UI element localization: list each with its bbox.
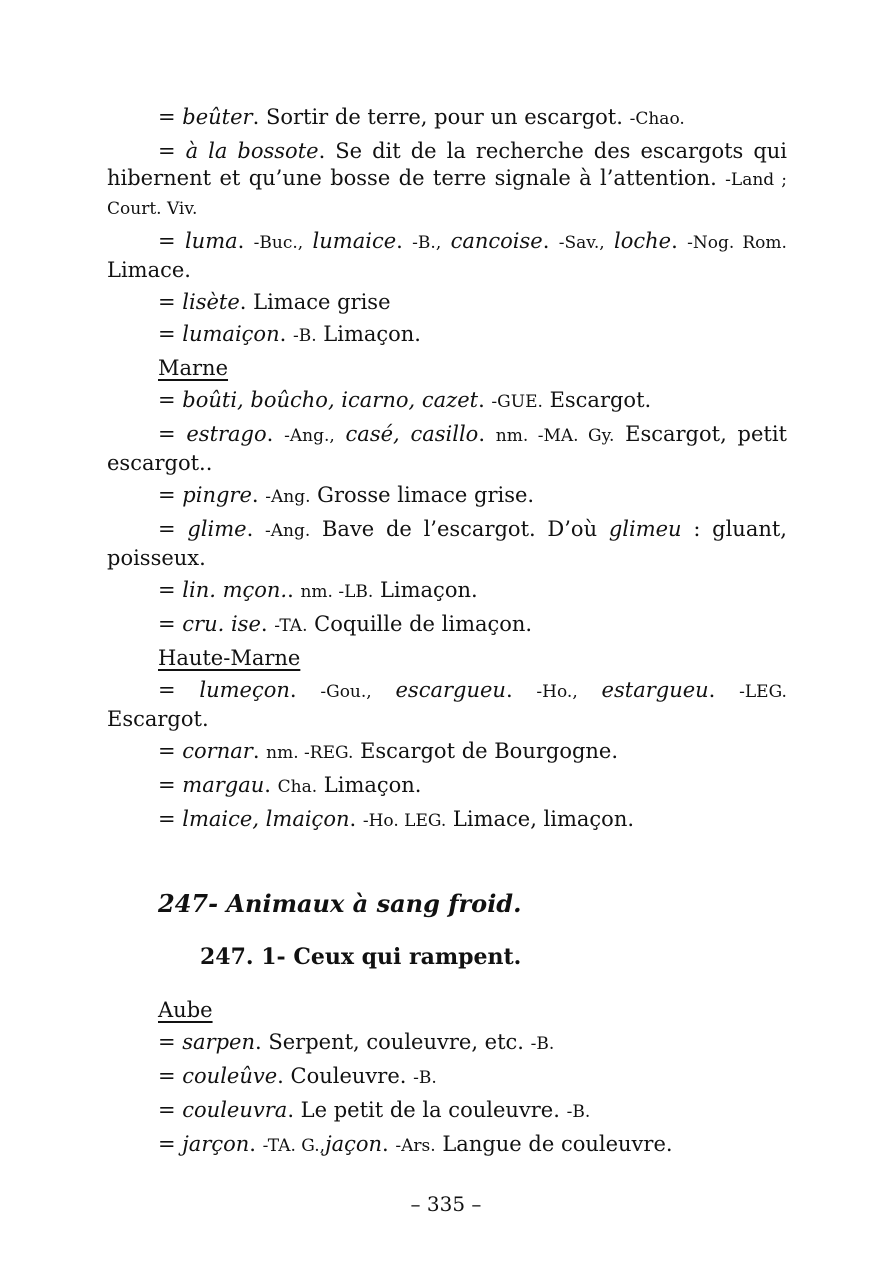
entry-lmaice: = lmaice, lmaiçon. -Ho. LEG. Limace, limaçon.	[158, 807, 635, 831]
entry-cruise: = cru. ise. -TA. Coquille de limaçon.	[158, 612, 533, 636]
text-fragment: .	[279, 322, 293, 346]
text-fragment: -Gou.,	[320, 682, 372, 702]
text-fragment: couleûve	[182, 1064, 278, 1088]
region-heading-marne: Marne	[158, 356, 229, 380]
entry-beuter: = beûter. Sortir de terre, pour un escargot. -Chao.	[158, 105, 685, 129]
text-fragment: nm. -REG.	[266, 743, 354, 763]
text-fragment: : gluant, poisseux.	[107, 517, 787, 570]
text-fragment: -Ho.,	[536, 682, 578, 702]
entry-bouti: = boûti, boûcho, icarno, cazet. -GUE. Escargot.	[158, 388, 652, 412]
text-fragment: jaçon	[325, 1132, 383, 1156]
text-fragment: nm. -LB.	[300, 582, 374, 602]
text-fragment: . Le petit de la couleuvre.	[287, 1098, 567, 1122]
text-fragment: .	[246, 517, 265, 541]
text-fragment: -LEG.	[739, 682, 787, 702]
text-fragment: estargueu	[601, 678, 709, 702]
text-fragment: -Ang.,	[284, 426, 335, 446]
entry-couleuve: = couleûve. Couleuvre. -B.	[158, 1064, 437, 1088]
text-fragment: couleuvra	[182, 1098, 288, 1122]
text-fragment: .	[671, 229, 688, 253]
text-fragment: Bave de l’escargot. D’où	[310, 517, 609, 541]
text-fragment: . Serpent, couleuvre, etc.	[255, 1030, 531, 1054]
entry-pingre: = pingre. -Ang. Grosse limace grise.	[158, 483, 535, 507]
text-fragment: luma	[184, 229, 238, 253]
text-fragment: -Ars.	[395, 1136, 436, 1156]
text-fragment: -Ang.	[264, 521, 311, 541]
text-fragment: Escargot, petit escargot..	[107, 422, 787, 475]
text-fragment: .	[396, 229, 413, 253]
text-fragment: loche	[614, 229, 672, 253]
text-fragment: .	[478, 388, 492, 412]
text-fragment: -Nog. Rom.	[687, 233, 787, 253]
text-fragment: lmaice, lmaiçon	[182, 807, 350, 831]
entry-sarpen: = sarpen. Serpent, couleuvre, etc. -B.	[158, 1030, 555, 1054]
text-fragment: glime	[187, 517, 247, 541]
text-fragment: -TA.	[274, 616, 308, 636]
text-fragment: margau	[182, 773, 265, 797]
entry-bossote: = à la bossote. Se dit de la recherche des escargots qui hibernent et qu’une bosse de terre signale à l’attention. -Land ; Court. Viv.	[107, 139, 788, 219]
text-fragment: -B.	[292, 326, 317, 346]
text-fragment: beûter	[182, 105, 253, 129]
text-fragment: .	[542, 229, 559, 253]
text-fragment: Escargot.	[542, 388, 652, 412]
text-fragment: -B.,	[412, 233, 442, 253]
text-fragment: -B.	[413, 1068, 437, 1088]
entry-luma: = luma. -Buc., lumaice. -B., cancoise. -Sav., loche. -Nog. Rom. Limace.	[107, 229, 787, 282]
text-fragment: cornar	[182, 739, 253, 763]
entry-glime: = glime. -Ang. Bave de l’escargot. D’où glimeu : gluant, poisseux.	[107, 517, 787, 570]
text-fragment: lumaice	[312, 229, 397, 253]
entry-estrago: = estrago. -Ang., casé, casillo. nm. -MA. Gy. Escargot, petit escargot..	[107, 422, 787, 475]
text-fragment: lisète	[182, 290, 240, 314]
page-number: – 335 –	[410, 1192, 482, 1216]
text-fragment: -B.	[530, 1034, 555, 1054]
text-fragment: .	[505, 678, 537, 702]
text-fragment: Limace, limaçon.	[446, 807, 635, 831]
text-fragment: lin. mçon.	[182, 578, 288, 602]
entry-lumecon: = lumeçon. -Gou., escargueu. -Ho., estargueu. -LEG. Escargot.	[107, 678, 787, 731]
text-fragment: -TA. G.,	[262, 1136, 326, 1156]
entry-couleuvra: = couleuvra. Le petit de la couleuvre. -B.	[158, 1098, 591, 1122]
text-fragment: . Se dit de la recherche des escargots qui hibernent et qu’une bosse de terre signale à l’attention.	[107, 139, 788, 190]
text-fragment: .	[266, 422, 285, 446]
text-fragment: . Limace grise	[239, 290, 391, 314]
text-fragment: .	[349, 807, 363, 831]
text-fragment: -Buc.,	[253, 233, 304, 253]
text-fragment: escargueu	[395, 678, 506, 702]
text-fragment: cru. ise	[182, 612, 261, 636]
text-fragment: .	[251, 483, 266, 507]
entry-lisete: = lisète. Limace grise	[158, 290, 391, 314]
text-fragment: -Sav.,	[558, 233, 605, 253]
text-fragment: .	[708, 678, 740, 702]
text-fragment: -Ho. LEG.	[362, 811, 447, 831]
text-fragment: lumaiçon	[182, 322, 280, 346]
text-fragment: .	[382, 1132, 396, 1156]
text-fragment: Limace.	[107, 258, 191, 282]
entry-jarcon: = jarçon. -TA. G.,jaçon. -Ars. Langue de couleuvre.	[158, 1132, 673, 1156]
text-fragment: Escargot.	[107, 707, 209, 731]
text-fragment: lumeçon	[199, 678, 290, 702]
text-fragment: boûti, boûcho, icarno, cazet	[182, 388, 479, 412]
entry-cornar: = cornar. nm. -REG. Escargot de Bourgogne.	[158, 739, 619, 763]
text-fragment: .	[289, 678, 321, 702]
text-fragment: Cha.	[277, 777, 318, 797]
entry-margau: = margau. Cha. Limaçon.	[158, 773, 422, 797]
text-fragment: sarpen	[182, 1030, 256, 1054]
text-fragment: cancoise	[450, 229, 543, 253]
text-fragment: .	[249, 1132, 263, 1156]
text-fragment: -Ang.	[265, 487, 311, 507]
entry-lumaicon: = lumaiçon. -B. Limaçon.	[158, 322, 421, 346]
text-fragment: Limaçon.	[373, 578, 478, 602]
region-heading-aube: Aube	[158, 998, 213, 1022]
section-title: 247- Animaux à sang froid.	[158, 889, 522, 918]
text-fragment: .	[252, 739, 267, 763]
text-fragment: Escargot de Bourgogne.	[353, 739, 619, 763]
page-body	[107, 104, 787, 1165]
text-fragment: -Chao.	[629, 109, 685, 129]
region-heading-haute-marne: Haute-Marne	[158, 646, 301, 670]
text-fragment: . Couleuvre.	[277, 1064, 414, 1088]
text-fragment: . Sortir de terre, pour un escargot.	[252, 105, 630, 129]
text-fragment: Limaçon.	[317, 773, 422, 797]
text-fragment: .	[237, 229, 254, 253]
text-fragment: glimeu	[608, 517, 682, 541]
text-fragment: -B.	[566, 1102, 591, 1122]
text-fragment: Limaçon.	[316, 322, 421, 346]
text-fragment: estrago	[186, 422, 267, 446]
text-fragment: .	[264, 773, 278, 797]
text-fragment: Coquille de limaçon.	[307, 612, 533, 636]
text-fragment: Grosse limace grise.	[310, 483, 535, 507]
text-fragment: casé, casillo	[345, 422, 479, 446]
text-fragment: .	[478, 422, 496, 446]
subsection-title: 247. 1- Ceux qui rampent.	[200, 944, 522, 970]
text-fragment: -GUE.	[491, 392, 543, 412]
text-fragment: -Land ; Court. Viv.	[107, 170, 787, 219]
text-fragment: .	[260, 612, 275, 636]
text-fragment: à la bossote	[185, 139, 319, 163]
text-fragment: jarçon	[182, 1132, 250, 1156]
text-fragment: .	[287, 578, 301, 602]
text-fragment: nm. -MA. Gy.	[495, 426, 615, 446]
text-fragment: pingre	[182, 483, 252, 507]
entry-linmcon: = lin. mçon.. nm. -LB. Limaçon.	[158, 578, 478, 602]
text-fragment: Langue de couleuvre.	[435, 1132, 673, 1156]
